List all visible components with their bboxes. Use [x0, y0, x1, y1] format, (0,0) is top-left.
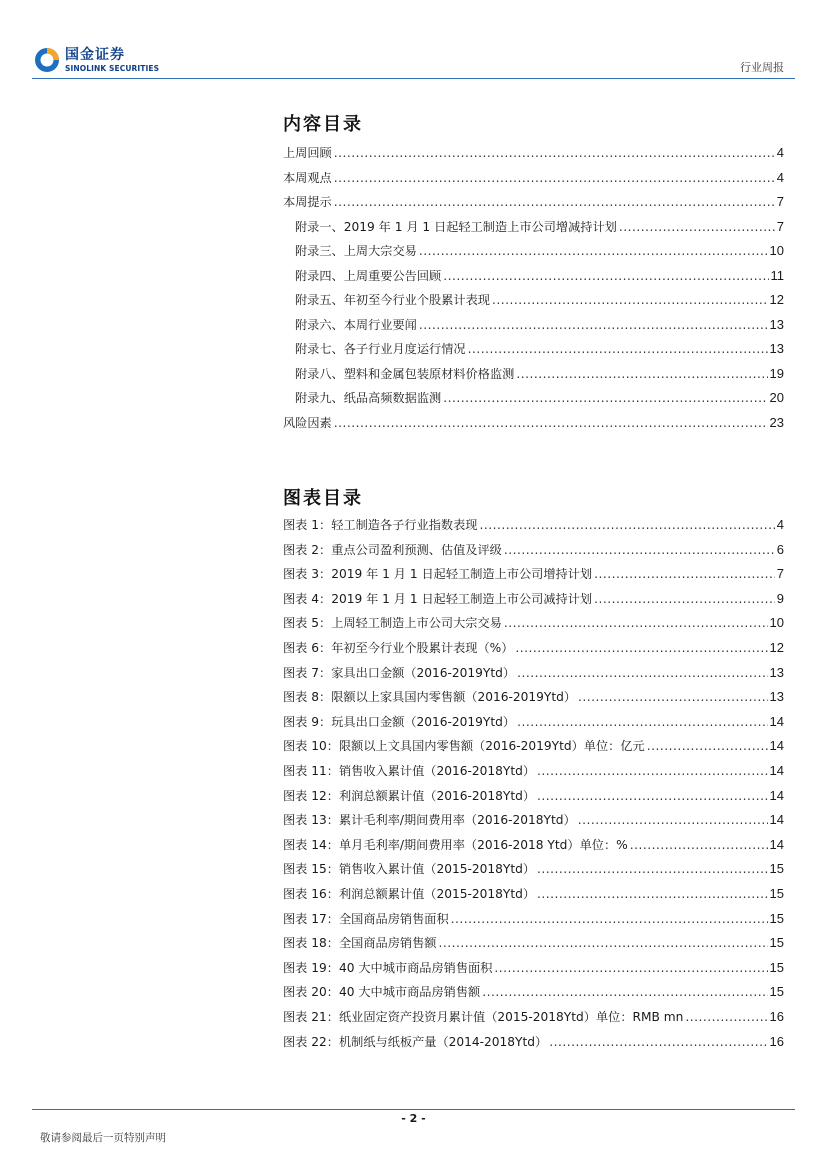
figure-toc-entry-page: 15 [769, 935, 784, 951]
toc-entry-label: 附录六、本周行业要闻 [295, 317, 417, 332]
logo-english-name: SINOLINK SECURITIES [65, 64, 160, 73]
figure-toc-entry-label: 图表 22：机制纸与纸板产量（2014-2018Ytd） [283, 1034, 548, 1049]
dot-leader [578, 810, 768, 830]
dot-leader [630, 835, 768, 855]
dot-leader [516, 364, 767, 384]
toc-entry-page: 7 [776, 194, 784, 209]
figure-toc-entry[interactable] [283, 540, 784, 560]
figure-toc-entry[interactable] [283, 884, 784, 904]
dot-leader [549, 1032, 767, 1052]
toc-entry-label: 本周提示 [283, 195, 332, 209]
figure-toc-entry-page: 14 [769, 713, 784, 729]
toc-entry-label: 附录三、上周大宗交易 [295, 244, 417, 258]
toc-entry-page: 7 [776, 218, 784, 234]
figure-toc-entry-page: 13 [769, 689, 784, 705]
toc-entry-page: 10 [769, 243, 784, 258]
dot-leader [492, 290, 768, 310]
toc-entry-label: 附录一、2019 年 1 月 1 日起轻工制造上市公司增减持计划 [295, 219, 617, 234]
toc-entry-page: 13 [769, 341, 784, 356]
figure-toc-entry[interactable] [283, 515, 784, 535]
figure-toc-entry-label: 图表 4：2019 年 1 月 1 日起轻工制造上市公司减持计划 [283, 591, 593, 606]
dot-leader [334, 192, 775, 212]
dot-leader [451, 909, 768, 929]
dot-leader [504, 613, 768, 633]
toc-entry[interactable] [295, 315, 784, 335]
figure-toc-entry-label: 图表 1：轻工制造各子行业指数表现 [283, 518, 478, 532]
toc-entry[interactable] [295, 290, 784, 310]
company-logo [34, 47, 174, 77]
figure-toc-entry-label: 图表 9：玩具出口金额（2016-2019Ytd） [283, 714, 516, 729]
figure-toc-entry[interactable] [283, 613, 784, 633]
dot-leader [594, 589, 775, 609]
dot-leader [619, 217, 775, 237]
figure-toc-entry-page: 10 [769, 615, 784, 631]
toc-entry[interactable] [295, 266, 784, 286]
figure-toc-entry[interactable] [283, 786, 784, 806]
toc-entry-page: 19 [769, 365, 784, 381]
toc-entry[interactable] [295, 241, 784, 261]
figure-toc-entry-label: 图表 10：限额以上文具国内零售额（2016-2019Ytd）单位：亿元 [283, 739, 645, 754]
figure-toc-entry-label: 图表 16：利润总额累计值（2015-2018Ytd） [283, 887, 536, 901]
figure-toc-entry[interactable] [283, 638, 784, 658]
toc-entry[interactable] [283, 168, 784, 188]
figure-toc-entry-label: 图表 3：2019 年 1 月 1 日起轻工制造上市公司增持计划 [283, 567, 593, 582]
figure-toc-entry-label: 图表 12：利润总额累计值（2016-2018Ytd） [283, 788, 536, 803]
figure-toc-entry-label: 图表 7：家具出口金额（2016-2019Ytd） [283, 665, 516, 680]
figure-toc-entry[interactable] [283, 958, 784, 978]
figure-toc-entry[interactable] [283, 982, 784, 1002]
toc-entry[interactable] [283, 192, 784, 212]
dot-leader [419, 315, 768, 335]
dot-leader [468, 339, 768, 359]
footer-divider [32, 1109, 795, 1110]
figure-toc-entry-page: 14 [769, 787, 784, 803]
dot-leader [515, 638, 767, 658]
dot-leader [334, 413, 768, 433]
figure-toc-entry[interactable] [283, 712, 784, 732]
dot-leader [494, 958, 767, 978]
toc-entry[interactable] [295, 388, 784, 408]
dot-leader [537, 859, 768, 879]
figure-toc-entry-page: 14 [769, 836, 784, 852]
figure-toc-entry[interactable] [283, 736, 784, 756]
toc-entry-page: 4 [776, 169, 784, 185]
figure-toc-entry-label: 图表 15：销售收入累计值（2015-2018Ytd） [283, 862, 536, 877]
figure-toc-entry[interactable] [283, 859, 784, 879]
dot-leader [537, 786, 768, 806]
figure-toc-entry-page: 12 [769, 640, 784, 655]
dot-leader [419, 241, 768, 261]
figure-toc-entry-page: 14 [769, 738, 784, 754]
figure-toc-entry-page: 9 [776, 590, 784, 606]
dot-leader [594, 564, 775, 584]
toc-entry-label: 附录九、纸品高频数据监测 [295, 391, 442, 405]
figures-toc-title: 图表目录 [283, 488, 363, 509]
figure-toc-entry[interactable] [283, 564, 784, 584]
figure-toc-entry-page: 15 [769, 861, 784, 877]
figure-toc-entry[interactable] [283, 933, 784, 953]
figure-toc-entry-page: 13 [769, 664, 784, 680]
figure-toc-entry-page: 6 [776, 541, 784, 557]
figure-toc-entry-label: 图表 19：40 大中城市商品房销售面积 [283, 960, 493, 975]
figure-toc-entry-page: 15 [769, 910, 784, 926]
figure-toc-entry-label: 图表 17：全国商品房销售面积 [283, 911, 449, 926]
figure-toc-entry-label: 图表 11：销售收入累计值（2016-2018Ytd） [283, 764, 536, 778]
figure-toc-entry-page: 15 [769, 959, 784, 975]
report-type-label: 行业周报 [740, 61, 784, 74]
figure-toc-entry-label: 图表 18：全国商品房销售额 [283, 936, 437, 951]
toc-entry[interactable] [295, 339, 784, 359]
figure-toc-entry[interactable] [283, 589, 784, 609]
figure-toc-entry-page: 16 [769, 1033, 784, 1049]
figure-toc-entry[interactable] [283, 909, 784, 929]
logo-chinese-name: 国金证券 [65, 47, 125, 63]
dot-leader [517, 663, 767, 683]
dot-leader [647, 736, 768, 756]
figure-toc-entry-page: 16 [769, 1009, 784, 1024]
dot-leader [482, 982, 767, 1002]
toc-entry-label: 附录四、上周重要公告回顾 [295, 268, 442, 283]
toc-entry[interactable] [283, 413, 784, 433]
toc-entry-page: 12 [769, 292, 784, 307]
figure-toc-entry-label: 图表 20：40 大中城市商品房销售额 [283, 985, 481, 1000]
dot-leader [438, 933, 767, 953]
figure-toc-entry-page: 15 [769, 984, 784, 1000]
figure-toc-entry[interactable] [283, 1007, 784, 1027]
figure-toc-entry-label: 图表 14：单月毛利率/期间费用率（2016-2018 Ytd）单位：% [283, 837, 628, 852]
figure-toc-entry-label: 图表 21：纸业固定资产投资月累计值（2015-2018Ytd）单位：RMB mn [283, 1010, 684, 1024]
figure-toc-entry-page: 14 [769, 763, 784, 778]
figure-toc-entry[interactable] [283, 663, 784, 683]
toc-entry-page: 4 [776, 145, 784, 160]
toc-entry-label: 附录七、各子行业月度运行情况 [295, 342, 466, 356]
toc-entry[interactable] [295, 217, 784, 237]
dot-leader [685, 1007, 767, 1027]
figure-toc-entry-page: 7 [776, 566, 784, 582]
dot-leader [443, 266, 768, 286]
dot-leader [443, 388, 767, 408]
dot-leader [334, 168, 775, 188]
toc-entry-label: 附录五、年初至今行业个股累计表现 [295, 293, 490, 307]
figure-toc-entry-label: 图表 6：年初至今行业个股累计表现（%） [283, 641, 514, 655]
figure-toc-entry-page: 15 [769, 886, 784, 901]
dot-leader [517, 712, 767, 732]
figure-toc-entry-label: 图表 13：累计毛利率/期间费用率（2016-2018Ytd） [283, 813, 576, 828]
sinolink-logo-icon [34, 47, 60, 73]
toc-entry-label: 上周回顾 [283, 146, 332, 160]
figure-toc-entry-label: 图表 2：重点公司盈利预测、估值及评级 [283, 542, 502, 557]
dot-leader [479, 515, 774, 535]
toc-entry-page: 13 [769, 316, 784, 332]
figure-toc-entry[interactable] [283, 810, 784, 830]
dot-leader [504, 540, 775, 560]
toc-entry[interactable] [283, 143, 784, 163]
page-number: - 2 - [401, 1112, 426, 1125]
figure-toc-entry-page: 14 [769, 812, 784, 828]
figure-toc-entry[interactable] [283, 687, 784, 707]
dot-leader [334, 143, 775, 163]
figure-toc-entry[interactable] [283, 761, 784, 781]
toc-entry-label: 本周观点 [283, 170, 332, 185]
figure-toc-entry-label: 图表 5：上周轻工制造上市公司大宗交易 [283, 616, 502, 631]
toc-title: 内容目录 [283, 114, 363, 135]
toc-entry-page: 23 [769, 414, 784, 430]
dot-leader [537, 761, 768, 781]
header-divider [32, 78, 795, 79]
figure-toc-entry[interactable] [283, 1032, 784, 1052]
toc-entry-label: 风险因素 [283, 415, 332, 430]
figure-toc-entry-page: 4 [776, 517, 784, 532]
dot-leader [537, 884, 768, 904]
toc-entry-page: 20 [769, 390, 784, 405]
figure-toc-entry[interactable] [283, 835, 784, 855]
dot-leader [578, 687, 768, 707]
footer-disclaimer: 敬请参阅最后一页特别声明 [40, 1132, 166, 1144]
toc-entry-label: 附录八、塑料和金属包装原材料价格监测 [295, 366, 515, 381]
figure-toc-entry-label: 图表 8：限额以上家具国内零售额（2016-2019Ytd） [283, 690, 577, 705]
toc-entry[interactable] [295, 364, 784, 384]
toc-entry-page: 11 [770, 267, 784, 283]
